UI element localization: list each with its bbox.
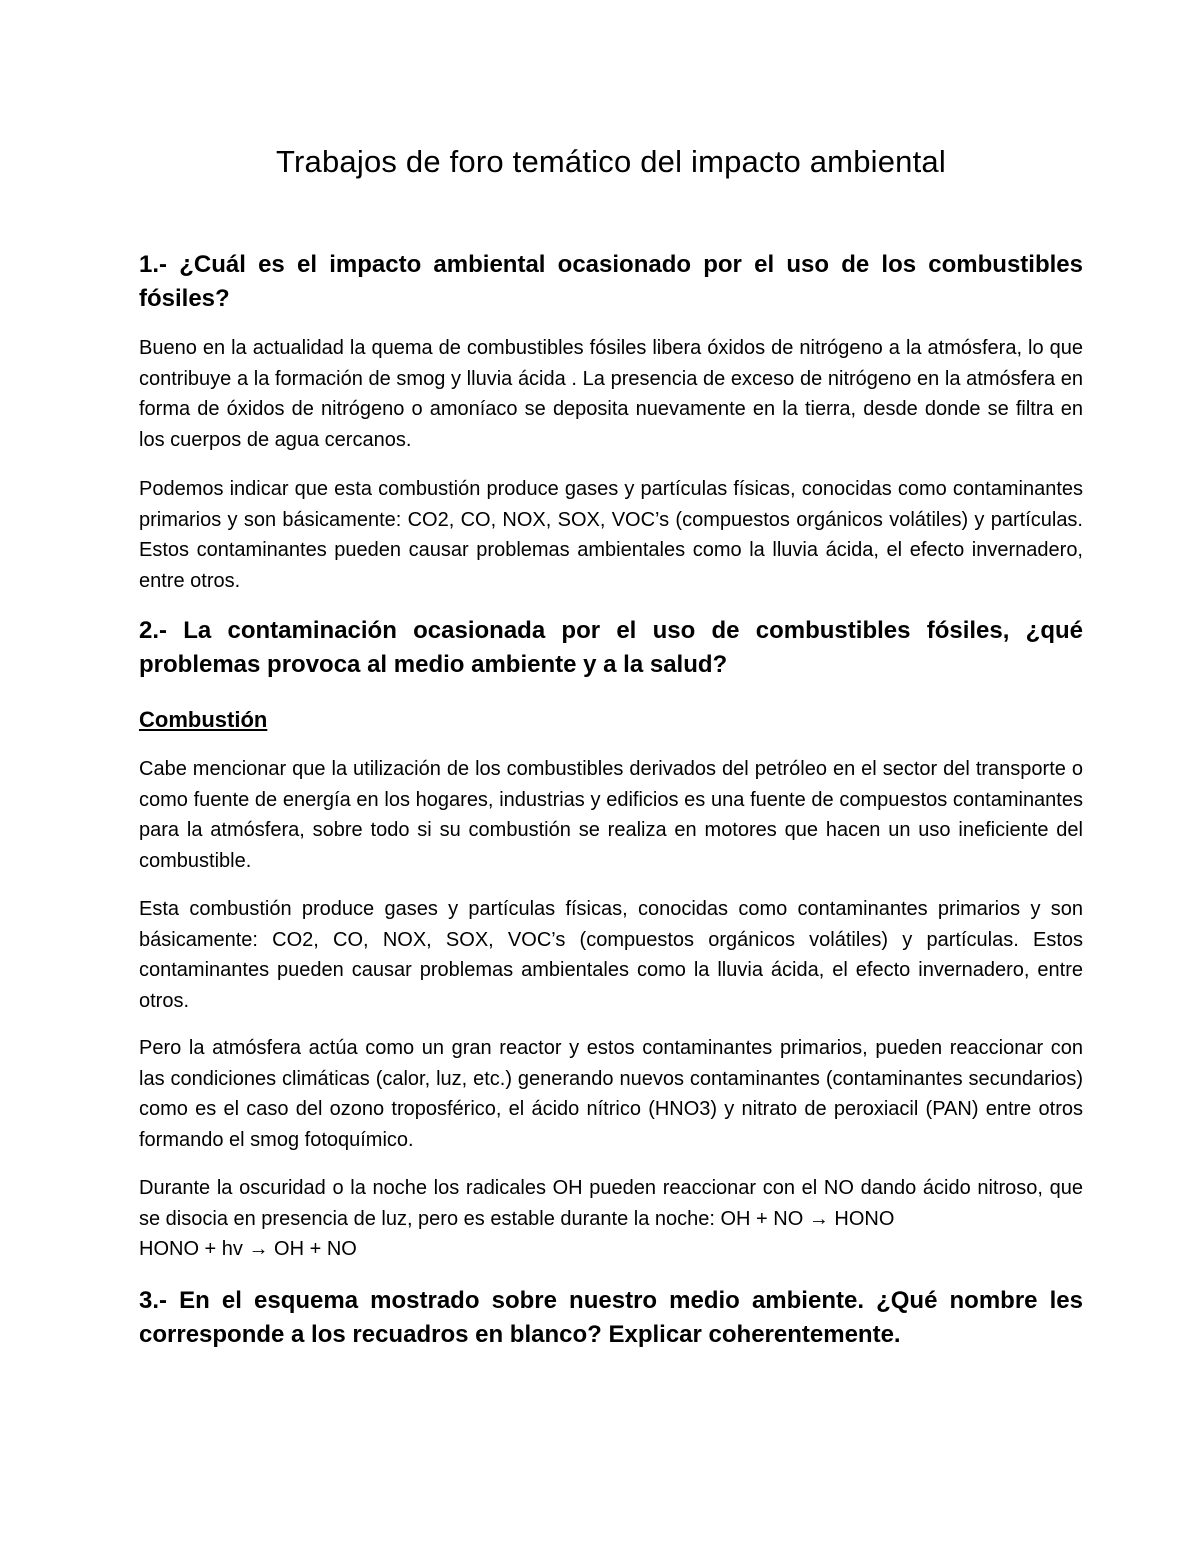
question-2-paragraph-1: Cabe mencionar que la utilización de los combustibles derivados del petróleo en el sector del transporte o como fuente de energía en los hogares, industrias y edificios es una fuente de compuestos contaminantes para la atmósfera, sobre todo si su combustión se realiza en motores que hacen un uso ineficiente del combustible. (139, 758, 1083, 872)
question-2-paragraph-4 (139, 1173, 1083, 1265)
question-2-paragraph-3: Pero la atmósfera actúa como un gran reactor y estos contaminantes primarios, pueden reaccionar con las condiciones climáticas (calor, luz, etc.) generando nuevos contaminantes (contaminantes secundarios) como es el caso del ozono troposférico, el ácido nítrico (HNO3) y nitrato de peroxiacil (PAN) entre otros formando el smog fotoquímico. (139, 1037, 1083, 1151)
question-3-heading: 3.- En el esquema mostrado sobre nuestro medio ambiente. ¿Qué nombre les corresponde a los recuadros en blanco? Explicar coherentemente. (139, 1287, 1083, 1348)
chemical-equation: HONO + hv → OH + NO (139, 1238, 357, 1261)
question-2-paragraph-2: Esta combustión produce gases y partículas físicas, conocidas como contaminantes primarios y son básicamente: CO2, CO, NOX, SOX, VOC’s (compuestos orgánicos volátiles) y partículas. Estos contaminantes pueden causar problemas ambientales como la lluvia ácida, el efecto invernadero, entre otros. (139, 898, 1083, 1012)
question-2-paragraph-4-text: Durante la oscuridad o la noche los radicales OH pueden reaccionar con el NO dando ácido nitroso, que se disocia en presencia de luz, pero es estable durante la noche: OH + NO → HONO (139, 1177, 1083, 1230)
question-1-paragraph-2: Podemos indicar que esta combustión produce gases y partículas físicas, conocidas como contaminantes primarios y son básicamente: CO2, CO, NOX, SOX, VOC’s (compuestos orgánicos volátiles) y partículas. Estos contaminantes pueden causar problemas ambientales como la lluvia ácida, el efecto invernadero, entre otros. (139, 478, 1083, 592)
question-1-paragraph-1: Bueno en la actualidad la quema de combustibles fósiles libera óxidos de nitrógeno a la atmósfera, lo que contribuye a la formación de smog y lluvia ácida . La presencia de exceso de nitrógeno en la atmósfera en forma de óxidos de nitrógeno o amoníaco se deposita nuevamente en la tierra, desde donde se filtra en los cuerpos de agua cercanos. (139, 337, 1083, 451)
document-title: Trabajos de foro temático del impacto ambiental (276, 144, 946, 179)
combustion-subheading: Combustión (139, 707, 268, 732)
question-2-heading: 2.- La contaminación ocasionada por el uso de combustibles fósiles, ¿qué problemas provoca al medio ambiente y a la salud? (139, 617, 1083, 678)
question-1-heading: 1.- ¿Cuál es el impacto ambiental ocasionado por el uso de los combustibles fósiles? (139, 251, 1083, 312)
